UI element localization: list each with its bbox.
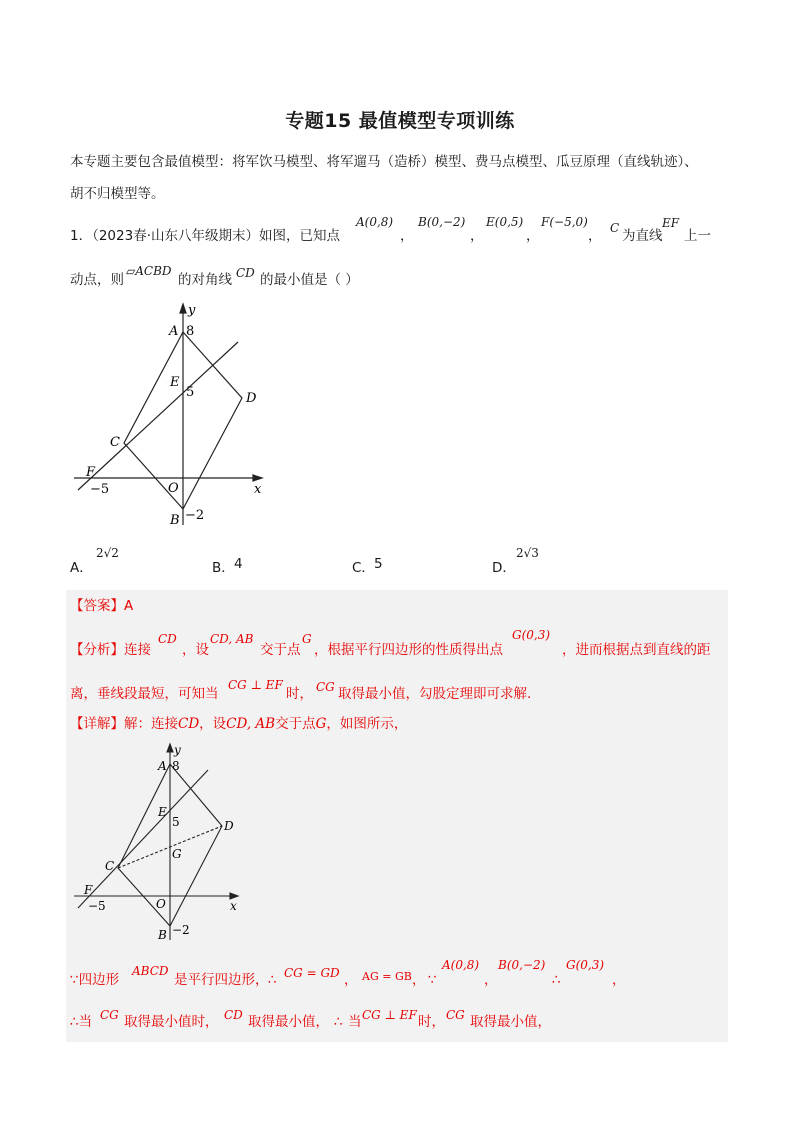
step-1-therefore-2: ∴ — [552, 972, 561, 988]
analysis-g03: G(0,3) — [512, 628, 551, 642]
fig1-label-b: B — [170, 513, 180, 528]
analysis-cg: CG — [316, 680, 335, 694]
fig2-label-8: 8 — [172, 759, 180, 773]
step-1-comma-3: ， — [484, 972, 498, 988]
fig2-label-x: x — [230, 899, 237, 913]
analysis-g: G — [302, 632, 312, 646]
on-line-text: 为直线 — [622, 228, 663, 244]
fig2-label-g: G — [172, 847, 182, 861]
fig1-label-8: 8 — [186, 324, 195, 339]
option-d-letter: D． — [492, 560, 516, 576]
fig2-label-b: B — [158, 928, 167, 942]
question-line-2-mid: 的对角线 — [178, 272, 232, 288]
analysis-text-1e: ，进而根据点到直线的距 — [562, 642, 711, 658]
step-1-cggd: CG = GD — [284, 966, 340, 980]
analysis-cdab: CD, AB — [210, 632, 254, 646]
step-1-comma-2: ， — [412, 972, 426, 988]
answer-label: 【答案】A — [70, 598, 134, 614]
detail-text-1a: 解：连接 — [124, 716, 178, 732]
step-1-abcd: ABCD — [132, 964, 169, 978]
detail-line — [70, 714, 407, 734]
up-one-text: 上一 — [684, 228, 711, 244]
analysis-cgef: CG ⊥ EF — [228, 678, 283, 692]
var-c: C — [610, 221, 620, 235]
option-c-letter: C． — [352, 560, 375, 576]
option-d-value: 2√3 — [516, 546, 539, 560]
step-2-therefore: ∴ — [70, 1014, 79, 1030]
point-a: A(0,8) — [356, 215, 394, 229]
detail-cd: CD — [178, 716, 200, 732]
comma-1: ， — [400, 228, 414, 244]
comma-2: ， — [470, 228, 484, 244]
option-c-value: 5 — [374, 556, 383, 572]
point-b: B(0,−2) — [418, 215, 466, 229]
fig1-label-5: 5 — [186, 385, 195, 400]
intro-line-2: 胡不归模型等。 — [70, 186, 165, 202]
step-1-comma: ， — [344, 972, 358, 988]
figure-2 — [70, 740, 250, 946]
fig1-label-d: D — [246, 391, 257, 406]
fig2-label-f: F — [84, 883, 93, 897]
option-b-letter: B． — [212, 560, 235, 576]
question-source: （2023春·山东八年级期末）如图，已知点 — [92, 228, 340, 244]
step-1-g03: G(0,3) — [566, 958, 605, 972]
var-ef: EF — [662, 216, 680, 230]
step-2-cd: CD — [224, 1008, 243, 1022]
question-line-2-pre: 动点，则 — [70, 272, 124, 288]
step-2-a: 当 — [78, 1014, 93, 1030]
step-1-because: ∵ — [70, 972, 79, 988]
fig2-label-minus5: −5 — [88, 899, 106, 913]
analysis-tag: 【分析】 — [70, 642, 124, 658]
step-2-cg: CG — [100, 1008, 119, 1022]
fig2-label-d: D — [224, 819, 234, 833]
step-1-a08: A(0,8) — [442, 958, 480, 972]
fig2-y-arrow — [167, 744, 173, 752]
step-1-therefore: ∴ — [268, 972, 277, 988]
option-a-letter: A． — [70, 560, 93, 576]
question-line-1 — [70, 226, 340, 246]
fig1-x-arrow — [253, 475, 262, 481]
step-1-aggb: AG = GB — [362, 970, 412, 983]
fig2-label-5: 5 — [172, 815, 180, 829]
fig1-label-minus2: −2 — [185, 508, 205, 523]
step-1-text-a — [70, 970, 119, 990]
comma-3: ， — [526, 228, 540, 244]
figure-1 — [70, 300, 280, 532]
fig2-label-a: A — [158, 759, 167, 773]
var-cd: CD — [236, 266, 255, 280]
question-number: 1． — [70, 228, 93, 244]
point-f: F(−5,0) — [541, 215, 588, 229]
detail-text-1c: 交于点 — [275, 716, 316, 732]
detail-g: G — [315, 716, 327, 732]
analysis-text-2b: 时， — [286, 686, 313, 702]
point-e: E(0,5) — [486, 215, 524, 229]
fig1-label-a: A — [169, 324, 179, 339]
fig1-label-y: y — [188, 303, 196, 318]
step-1-a: 四边形 — [78, 972, 120, 988]
page-title: 专题15 最值模型专项训练 — [285, 110, 515, 132]
step-1-end: ， — [612, 972, 626, 988]
step-1-b02: B(0,−2) — [498, 958, 546, 972]
fig1-label-x: x — [254, 482, 262, 497]
detail-text-1b: ，设 — [199, 716, 227, 732]
step-2-text-a — [70, 1012, 92, 1032]
fig1-label-e: E — [170, 375, 180, 390]
analysis-line-1 — [70, 640, 151, 660]
step-2-f: 取得最小值， — [470, 1014, 551, 1030]
fig1-label-c: C — [110, 435, 120, 450]
fig2-label-y: y — [174, 743, 181, 757]
detail-cdab: CD, AB — [226, 716, 276, 732]
analysis-text-1c: 交于点 — [260, 642, 301, 658]
fig1-label-minus5: −5 — [90, 482, 110, 497]
fig1-label-f: F — [86, 465, 96, 480]
step-1-because-2: ∵ — [428, 972, 437, 988]
step-2-therefore-2: ∴ — [334, 1014, 343, 1030]
analysis-text-2a: 离，垂线段最短，可知当 — [70, 686, 219, 702]
analysis-cd: CD — [158, 632, 177, 646]
fig2-label-o: O — [156, 897, 166, 911]
detail-text-1d: ，如图所示， — [326, 716, 408, 732]
step-1-b: 是平行四边形， — [174, 972, 269, 988]
detail-tag: 【详解】 — [70, 716, 124, 732]
fig2-label-e: E — [158, 805, 167, 819]
parallelogram-acbd: ▱ACBD — [126, 264, 172, 278]
analysis-text-2c: 取得最小值，勾股定理即可求解. — [338, 686, 532, 702]
analysis-text-1d: ，根据平行四边形的性质得出点 — [314, 642, 503, 658]
fig1-y-arrow — [180, 304, 186, 313]
step-2-cgef: CG ⊥ EF — [362, 1008, 417, 1022]
comma-4: ， — [588, 228, 602, 244]
step-2-d: 当 — [348, 1014, 362, 1030]
option-a-value: 2√2 — [96, 546, 119, 560]
option-b-value: 4 — [234, 556, 243, 572]
question-line-2-post: 的最小值是（ ） — [260, 272, 359, 288]
fig2-label-minus2: −2 — [172, 923, 190, 937]
fig1-line-ef — [78, 342, 238, 490]
step-2-b: 取得最小值时， — [124, 1014, 219, 1030]
analysis-text-1a: 连接 — [124, 642, 151, 658]
step-2-e: 时， — [418, 1014, 445, 1030]
step-2-c: 取得最小值， — [248, 1014, 329, 1030]
intro-line-1: 本专题主要包含最值模型：将军饮马模型、将军遛马（造桥）模型、费马点模型、瓜豆原理（直线轨迹）、 — [70, 154, 698, 170]
step-2-cg-2: CG — [446, 1008, 465, 1022]
analysis-text-1b: ，设 — [182, 642, 209, 658]
fig1-label-o: O — [168, 481, 179, 496]
fig2-label-c: C — [105, 859, 115, 873]
